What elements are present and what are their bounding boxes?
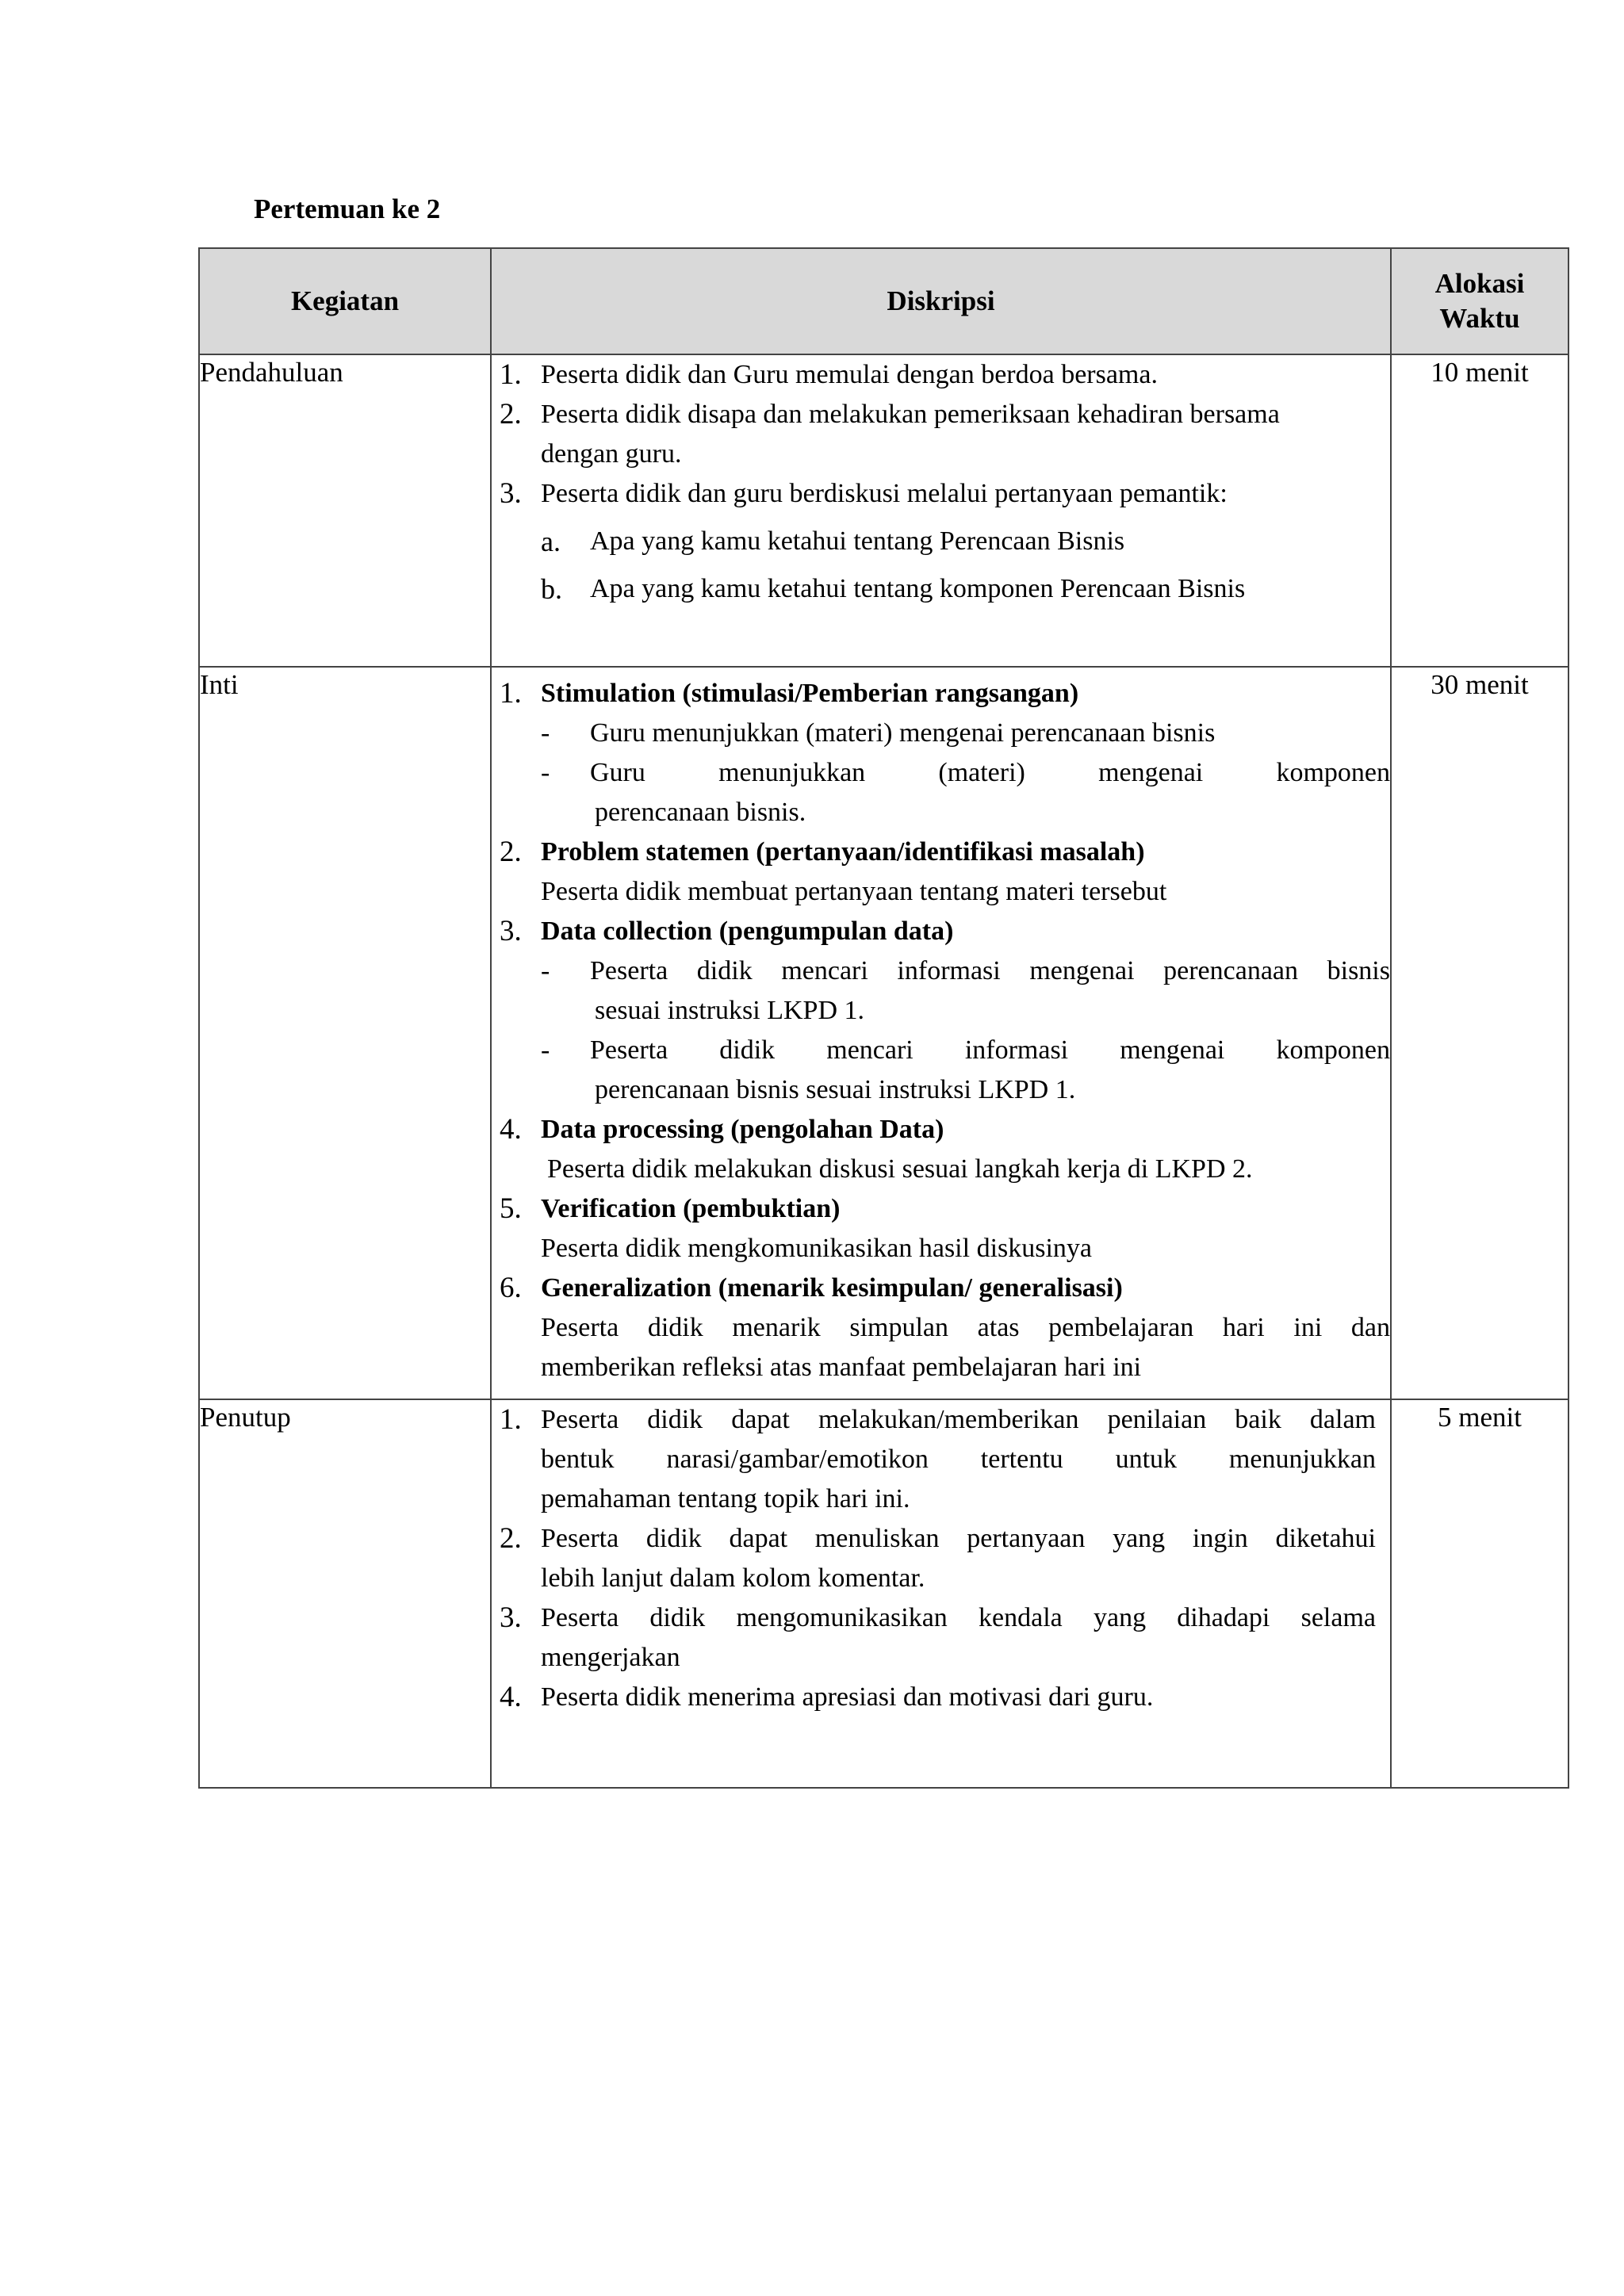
item-line: Peserta didik dapat melakukan/memberikan penilaian baik dalam [541, 1405, 1376, 1434]
item-number: 1. [500, 358, 522, 391]
sub-item-label: a. [541, 526, 561, 557]
item-number: 1. [500, 1403, 522, 1436]
sub-item [541, 522, 1390, 561]
item-number: 3. [500, 477, 522, 510]
step-text: Peserta didik melakukan diskusi sesuai langkah kerja di LKPD 2. [547, 1154, 1253, 1184]
bullet-text-line2: sesuai instruksi LKPD 1. [595, 996, 864, 1025]
step-title: Verification (pembuktian) [541, 1194, 841, 1223]
activity-pendahuluan: Pendahuluan [199, 354, 491, 667]
list-item [492, 1598, 1376, 1678]
step-title: Data processing (pengolahan Data) [541, 1115, 944, 1144]
step-data-collection [492, 912, 1390, 951]
item-text: Peserta didik dan guru berdiskusi melalui pertanyaan pemantik: [541, 479, 1228, 508]
item-line: mengerjakan [541, 1643, 680, 1672]
step-text-line2: memberikan refleksi atas manfaat pembelajaran hari ini [541, 1353, 1142, 1382]
step-data-processing [492, 1110, 1390, 1189]
bullet-dash: - [541, 1035, 550, 1065]
step-title: Problem statemen (pertanyaan/identifikasi masalah) [541, 837, 1145, 867]
bullet-text-line2: perencanaan bisnis. [595, 798, 806, 827]
step-title: Data collection (pengumpulan data) [541, 916, 954, 946]
step-number: 1. [500, 677, 522, 710]
desc-pendahuluan [491, 354, 1391, 667]
step-title: Stimulation (stimulasi/Pemberian rangsangan) [541, 679, 1079, 708]
item-text: Peserta didik dan Guru memulai dengan berdoa bersama. [541, 360, 1158, 389]
item-number: 2. [500, 1522, 522, 1555]
bullet-item [492, 951, 1390, 1031]
header-row [199, 248, 1568, 354]
sub-item-text: Apa yang kamu ketahui tentang komponen Perencaan Bisnis [590, 574, 1246, 603]
time-pendahuluan: 10 menit [1391, 354, 1568, 667]
item-line: Peserta didik menerima apresiasi dan motivasi dari guru. [541, 1682, 1154, 1712]
header-alokasi-line2: Waktu [1439, 303, 1520, 334]
header-alokasi-line1: Alokasi [1434, 268, 1525, 300]
item-text-line1: Peserta didik disapa dan melakukan pemeriksaan kehadiran bersama [541, 400, 1280, 429]
header-alokasi-waktu [1391, 248, 1568, 354]
activity-inti: Inti [199, 667, 491, 1399]
list-item [492, 1678, 1376, 1717]
item-line: bentuk narasi/gambar/emotikon tertentu untuk menunjukkan [541, 1445, 1376, 1474]
desc-inti [491, 667, 1391, 1399]
bullet-text-line1: Peserta didik mencari informasi mengenai komponen [590, 1035, 1390, 1065]
step-verification [492, 1189, 1390, 1269]
bullet-text: Guru menunjukkan (materi) mengenai perencanaan bisnis [590, 718, 1216, 748]
time-penutup: 5 menit [1391, 1399, 1568, 1788]
item-line: Peserta didik dapat menuliskan pertanyaan yang ingin diketahui [541, 1524, 1376, 1553]
bullet-text-line2: perencanaan bisnis sesuai instruksi LKPD 1. [595, 1075, 1076, 1104]
item-number: 4. [500, 1681, 522, 1713]
header-diskripsi: Diskripsi [491, 248, 1391, 354]
meeting-heading: Pertemuan ke 2 [254, 193, 441, 224]
row-inti [199, 667, 1568, 1399]
desc-penutup [491, 1399, 1391, 1788]
item-number: 3. [500, 1601, 522, 1634]
list-item [492, 1400, 1376, 1519]
bullet-item [492, 753, 1390, 832]
step-number: 6. [500, 1272, 522, 1304]
item-line: pemahaman tentang topik hari ini. [541, 1484, 910, 1513]
activity-penutup: Penutup [199, 1399, 491, 1788]
header-kegiatan: Kegiatan [199, 248, 491, 354]
list-item [492, 395, 1390, 474]
step-number: 3. [500, 915, 522, 947]
list-item [492, 474, 1390, 609]
sub-item-text: Apa yang kamu ketahui tentang Perencaan Bisnis [590, 526, 1125, 556]
time-inti: 30 menit [1391, 667, 1568, 1399]
lesson-plan-table [198, 247, 1569, 1789]
bullet-dash: - [541, 718, 550, 748]
item-line: lebih lanjut dalam kolom komentar. [541, 1563, 925, 1593]
bullet-dash: - [541, 956, 550, 985]
step-number: 5. [500, 1192, 522, 1225]
step-problem-statement [492, 832, 1390, 912]
row-pendahuluan [199, 354, 1568, 667]
bullet-item [492, 714, 1390, 753]
sub-item-label: b. [541, 573, 562, 605]
step-text: Peserta didik mengkomunikasikan hasil diskusinya [541, 1234, 1093, 1263]
sub-item [541, 569, 1390, 609]
step-generalization [492, 1269, 1390, 1387]
bullet-dash: - [541, 758, 550, 787]
list-item [492, 355, 1390, 395]
step-number: 4. [500, 1113, 522, 1146]
step-text: Peserta didik membuat pertanyaan tentang materi tersebut [541, 877, 1167, 906]
step-text-line1: Peserta didik menarik simpulan atas pembelajaran hari ini dan [541, 1313, 1390, 1342]
bullet-text-line1: Guru menunjukkan (materi) mengenai komponen [590, 758, 1390, 787]
row-penutup [199, 1399, 1568, 1788]
bullet-text-line1: Peserta didik mencari informasi mengenai perencanaan bisnis [590, 956, 1390, 985]
item-text-line2: dengan guru. [541, 439, 682, 469]
list-item [492, 1519, 1376, 1598]
step-title: Generalization (menarik kesimpulan/ generalisasi) [541, 1273, 1123, 1303]
step-stimulation [492, 674, 1390, 714]
item-line: Peserta didik mengomunikasikan kendala yang dihadapi selama [541, 1603, 1376, 1632]
step-number: 2. [500, 836, 522, 868]
bullet-item [492, 1031, 1390, 1110]
item-number: 2. [500, 398, 522, 430]
